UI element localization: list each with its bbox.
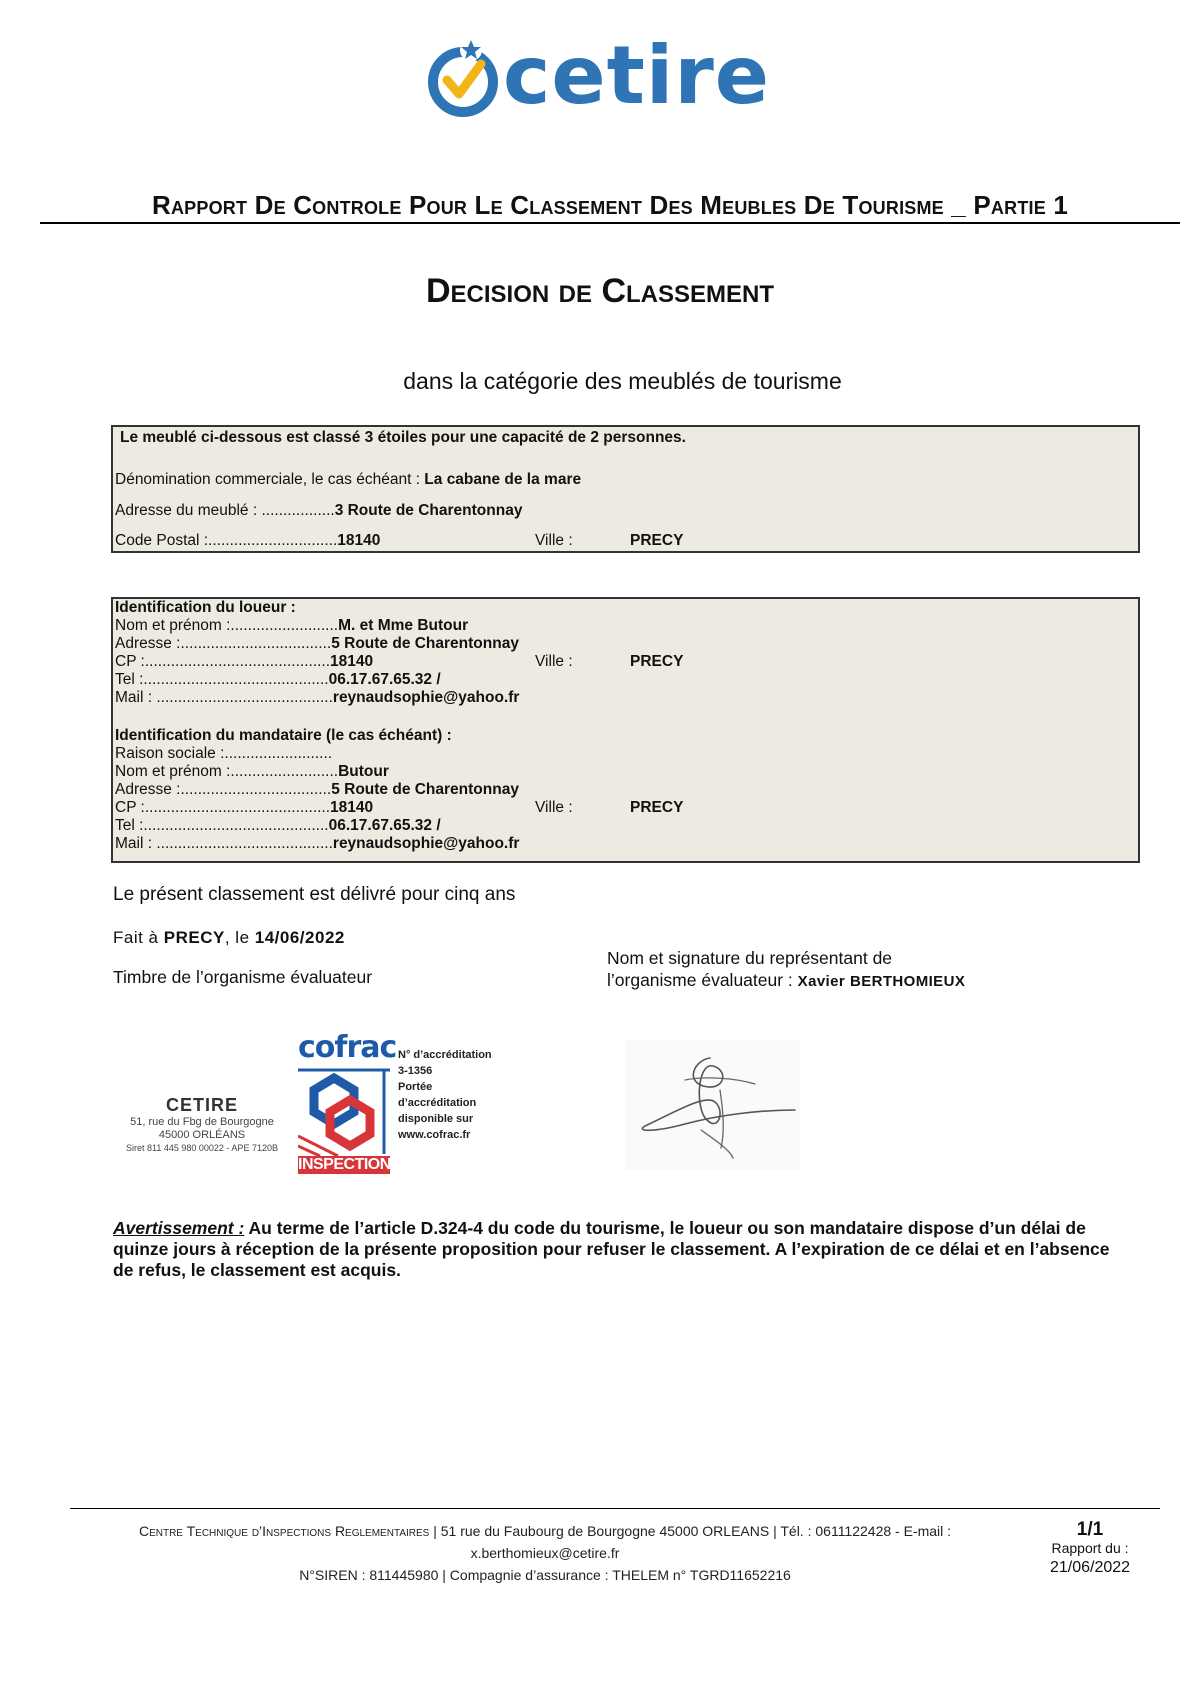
identification-box <box>111 597 1140 863</box>
warning-notice <box>113 1218 1133 1281</box>
footer-info <box>115 1520 975 1586</box>
adresse-label: Adresse du meublé : ................. <box>115 502 335 519</box>
loueur-nom-label: Nom et prénom :......................... <box>115 617 339 634</box>
loueur-tel-value: 06.17.67.65.32 / <box>328 671 441 688</box>
mandataire-nom-row <box>115 763 389 781</box>
signature-label-line1: Nom et signature du représentant de <box>607 948 893 968</box>
fait-line <box>113 928 345 948</box>
footer-line3: N°SIREN : 811445980 | Compagnie d’assurance : THELEM n° TGRD11652216 <box>299 1567 791 1583</box>
rapport-date: 21/06/2022 <box>1049 1559 1131 1576</box>
cp-row <box>115 532 1115 550</box>
footer-line1 <box>115 1520 975 1542</box>
denomination-row <box>115 471 581 489</box>
decision-title: Decision de Classement <box>425 272 775 310</box>
cofrac-wordmark: cofrac <box>298 1030 397 1065</box>
mandataire-cp-row <box>115 799 1115 817</box>
loueur-tel-label: Tel :........................................... <box>115 671 329 688</box>
loueur-nom-row <box>115 617 468 635</box>
signer-last-name: BERTHOMIEUX <box>849 973 966 990</box>
footer-divider <box>70 1508 1160 1509</box>
loueur-adresse-row <box>115 635 519 653</box>
loueur-adresse-label: Adresse :................................... <box>115 635 332 652</box>
footer-email[interactable]: x.berthomieux@cetire.fr <box>470 1545 620 1561</box>
loueur-mail-value: reynaudsophie@yahoo.fr <box>332 689 520 706</box>
cp-label: Code Postal :.............................. <box>115 532 338 549</box>
loueur-tel-row <box>115 671 441 689</box>
mandataire-tel-label: Tel :........................................... <box>115 817 329 834</box>
signature-scribble-icon <box>625 1040 800 1170</box>
mandataire-mail-value: reynaudsophie@yahoo.fr <box>332 835 520 852</box>
signature-label <box>607 947 965 993</box>
title-divider <box>40 222 1180 224</box>
signer-first-name: Xavier <box>797 973 846 990</box>
cp-value: 18140 <box>337 532 381 549</box>
mandataire-nom-label: Nom et prénom :......................... <box>115 763 339 780</box>
cetire-logo <box>425 29 771 124</box>
stamp-city: 45000 ORLÉANS <box>158 1129 246 1141</box>
signature-label-line2-row <box>607 969 965 993</box>
cofrac-inspection-label: INSPECTION <box>298 1156 391 1173</box>
adresse-row <box>115 502 522 520</box>
stamp-address: 51, rue du Fbg de Bourgogne <box>130 1116 274 1128</box>
logo-wordmark: cetire <box>503 29 771 122</box>
ville-value: PRECY <box>630 532 684 549</box>
loueur-cp-value: 18140 <box>330 653 374 670</box>
timbre-label: Timbre de l’organisme évaluateur <box>113 967 373 987</box>
mandataire-adresse-row <box>115 781 519 799</box>
signature-label-line2: l’organisme évaluateur : <box>607 970 793 990</box>
mandataire-adresse-label: Adresse :................................... <box>115 781 332 798</box>
loueur-mail-row <box>115 689 519 707</box>
mandataire-mail-row <box>115 835 519 853</box>
warning-text: Au terme de l’article D.324-4 du code du tourisme, le loueur ou son mandataire dispose d’un délai de quinze jours à réception de la présente proposition pour refuser le classement. A l’expiration de ce délai et en l’absence de refus, le classement est acquis. <box>113 1218 1110 1280</box>
classement-box <box>111 425 1140 553</box>
loueur-cp-row <box>115 653 1115 671</box>
stamp-name: CETIRE <box>165 1095 238 1115</box>
fait-mid: , le <box>224 928 250 947</box>
loueur-nom-value: M. et Mme Butour <box>338 617 469 634</box>
mandataire-cp-label: CP :........................................... <box>115 799 331 816</box>
footer-org: Centre Technique d’Inspections Reglementaires <box>138 1523 430 1539</box>
validity-statement: Le présent classement est délivré pour cinq ans <box>113 884 516 905</box>
fait-place: PRECY <box>163 928 225 947</box>
loueur-mail-label: Mail : ......................................... <box>115 689 333 706</box>
accred-line: N° d’accréditation <box>398 1049 492 1061</box>
footer-line1-rest: | 51 rue du Faubourg de Bourgogne 45000 ORLEANS | Tél. : 0611122428 - E-mail : <box>433 1523 952 1539</box>
mandataire-cp-value: 18140 <box>330 799 374 816</box>
fait-date: 14/06/2022 <box>254 928 345 947</box>
mandataire-mail-label: Mail : ......................................... <box>115 835 333 852</box>
mandataire-nom-value: Butour <box>338 763 389 780</box>
page-info <box>1030 1520 1150 1577</box>
classement-summary: Le meublé ci-dessous est classé 3 étoiles pour une capacité de 2 personnes. <box>120 429 686 446</box>
mandataire-raison-row <box>115 745 332 763</box>
mandataire-tel-value: 06.17.67.65.32 / <box>328 817 441 834</box>
loueur-adresse-value: 5 Route de Charentonnay <box>331 635 519 652</box>
handwritten-signature <box>625 1040 800 1170</box>
adresse-value: 3 Route de Charentonnay <box>334 502 523 519</box>
loueur-heading: Identification du loueur : <box>115 599 296 616</box>
mandataire-adresse-value: 5 Route de Charentonnay <box>331 781 519 798</box>
accred-line: www.cofrac.fr <box>398 1129 471 1141</box>
accred-line: disponible sur <box>398 1113 474 1125</box>
mandataire-tel-row <box>115 817 441 835</box>
mandataire-ville-value: PRECY <box>630 799 684 816</box>
rapport-label: Rapport du : <box>1051 1540 1129 1556</box>
warning-label: Avertissement : <box>113 1218 245 1238</box>
cofrac-hexagons-icon <box>298 1066 390 1158</box>
denomination-value: La cabane de la mare <box>424 471 582 488</box>
accred-line: d’accréditation <box>398 1097 477 1109</box>
page-number: 1/1 <box>1076 1519 1104 1540</box>
ville-label: Ville : <box>535 532 573 549</box>
loueur-cp-label: CP :........................................... <box>115 653 331 670</box>
cofrac-logo <box>298 1030 396 1180</box>
mandataire-heading: Identification du mandataire (le cas échéant) : <box>115 727 452 744</box>
stamp-siret: Siret 811 445 980 00022 - APE 7120B <box>126 1143 278 1153</box>
accred-line: Portée <box>398 1081 433 1093</box>
loueur-ville-label: Ville : <box>535 653 573 670</box>
mandataire-ville-label: Ville : <box>535 799 573 816</box>
loueur-ville-value: PRECY <box>630 653 684 670</box>
category-subtitle: dans la catégorie des meublés de tourisme <box>403 368 842 394</box>
mandataire-raison-label: Raison sociale :......................... <box>115 745 333 762</box>
accred-line: 3-1356 <box>398 1065 433 1077</box>
accreditation-text <box>398 1047 492 1143</box>
fait-prefix: Fait à <box>113 928 159 947</box>
denomination-label: Dénomination commerciale, le cas échéant : <box>115 471 420 488</box>
star-check-logo-icon <box>425 34 505 124</box>
report-title: Rapport De Controle Pour Le Classement Des Meubles De Tourisme _ Partie 1 <box>151 190 1069 220</box>
organization-stamp <box>118 1095 286 1163</box>
